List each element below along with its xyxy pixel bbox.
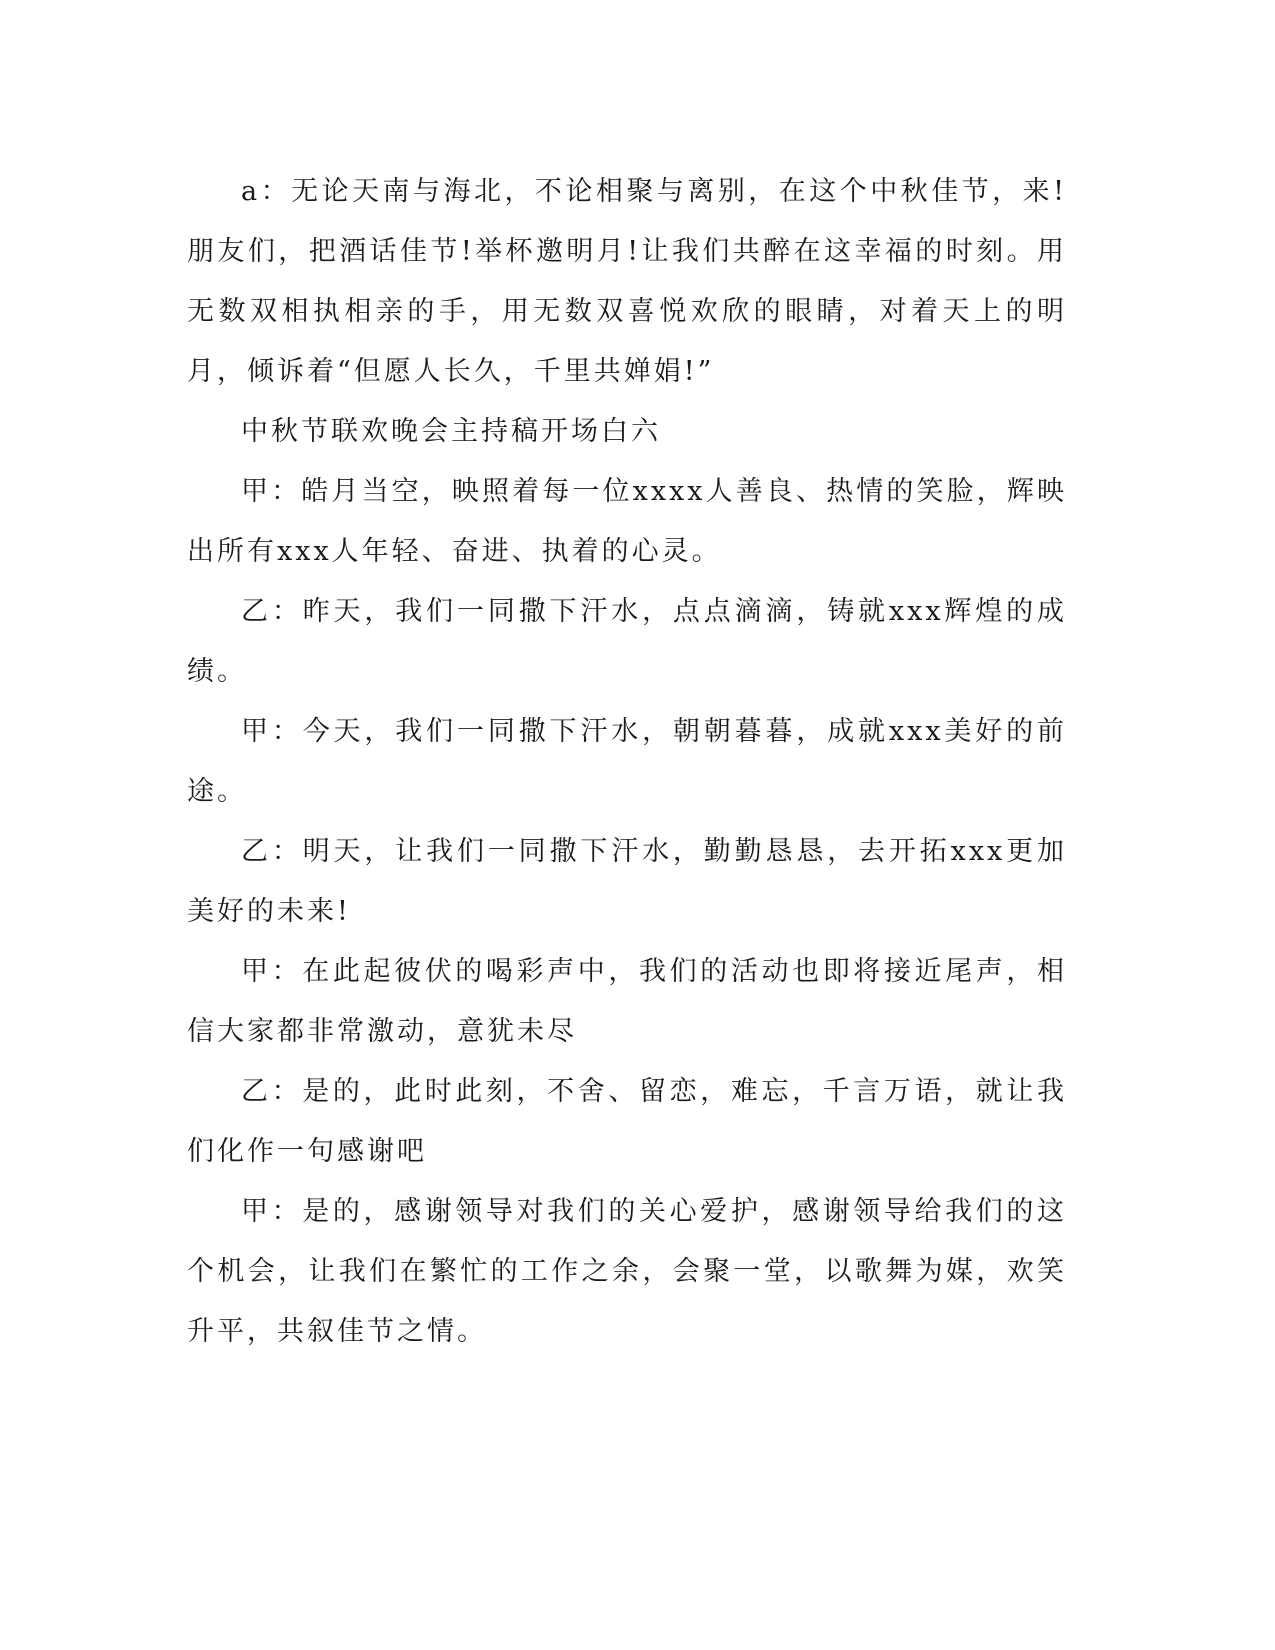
paragraph-5: 乙：明天，让我们一同撒下汗水，勤勤恳恳，去开拓xxx更加美好的未来! <box>187 836 1067 927</box>
paragraph-2: 甲：皓月当空，映照着每一位xxxx人善良、热情的笑脸，辉映出所有xxx人年轻、奋进、执着的心灵。 <box>187 476 1067 567</box>
section-heading: 中秋节联欢晚会主持稿开场白六 <box>241 416 661 447</box>
paragraph-6: 甲：在此起彼伏的喝彩声中，我们的活动也即将接近尾声，相信大家都非常激动，意犹未尽 <box>187 956 1067 1047</box>
paragraph-1: a：无论天南与海北，不论相聚与离别，在这个中秋佳节，来!朋友们，把酒话佳节!举杯邀明月!让我们共醉在这幸福的时刻。用无数双相执相亲的手，用无数双喜悦欢欣的眼睛，对着天上的明月，倾诉着“但愿人长久，千里共婵娟!” <box>187 176 1067 387</box>
paragraph-7: 乙：是的，此时此刻，不舍、留恋，难忘，千言万语，就让我们化作一句感谢吧 <box>187 1076 1067 1167</box>
paragraph-8: 甲：是的，感谢领导对我们的关心爱护，感谢领导给我们的这个机会，让我们在繁忙的工作之余，会聚一堂，以歌舞为媒，欢笑升平，共叙佳节之情。 <box>187 1196 1067 1347</box>
paragraph-4: 甲：今天，我们一同撒下汗水，朝朝暮暮，成就xxx美好的前途。 <box>187 716 1067 807</box>
document-body <box>187 162 1067 1362</box>
paragraph-3: 乙：昨天，我们一同撒下汗水，点点滴滴，铸就xxx辉煌的成绩。 <box>187 596 1067 687</box>
